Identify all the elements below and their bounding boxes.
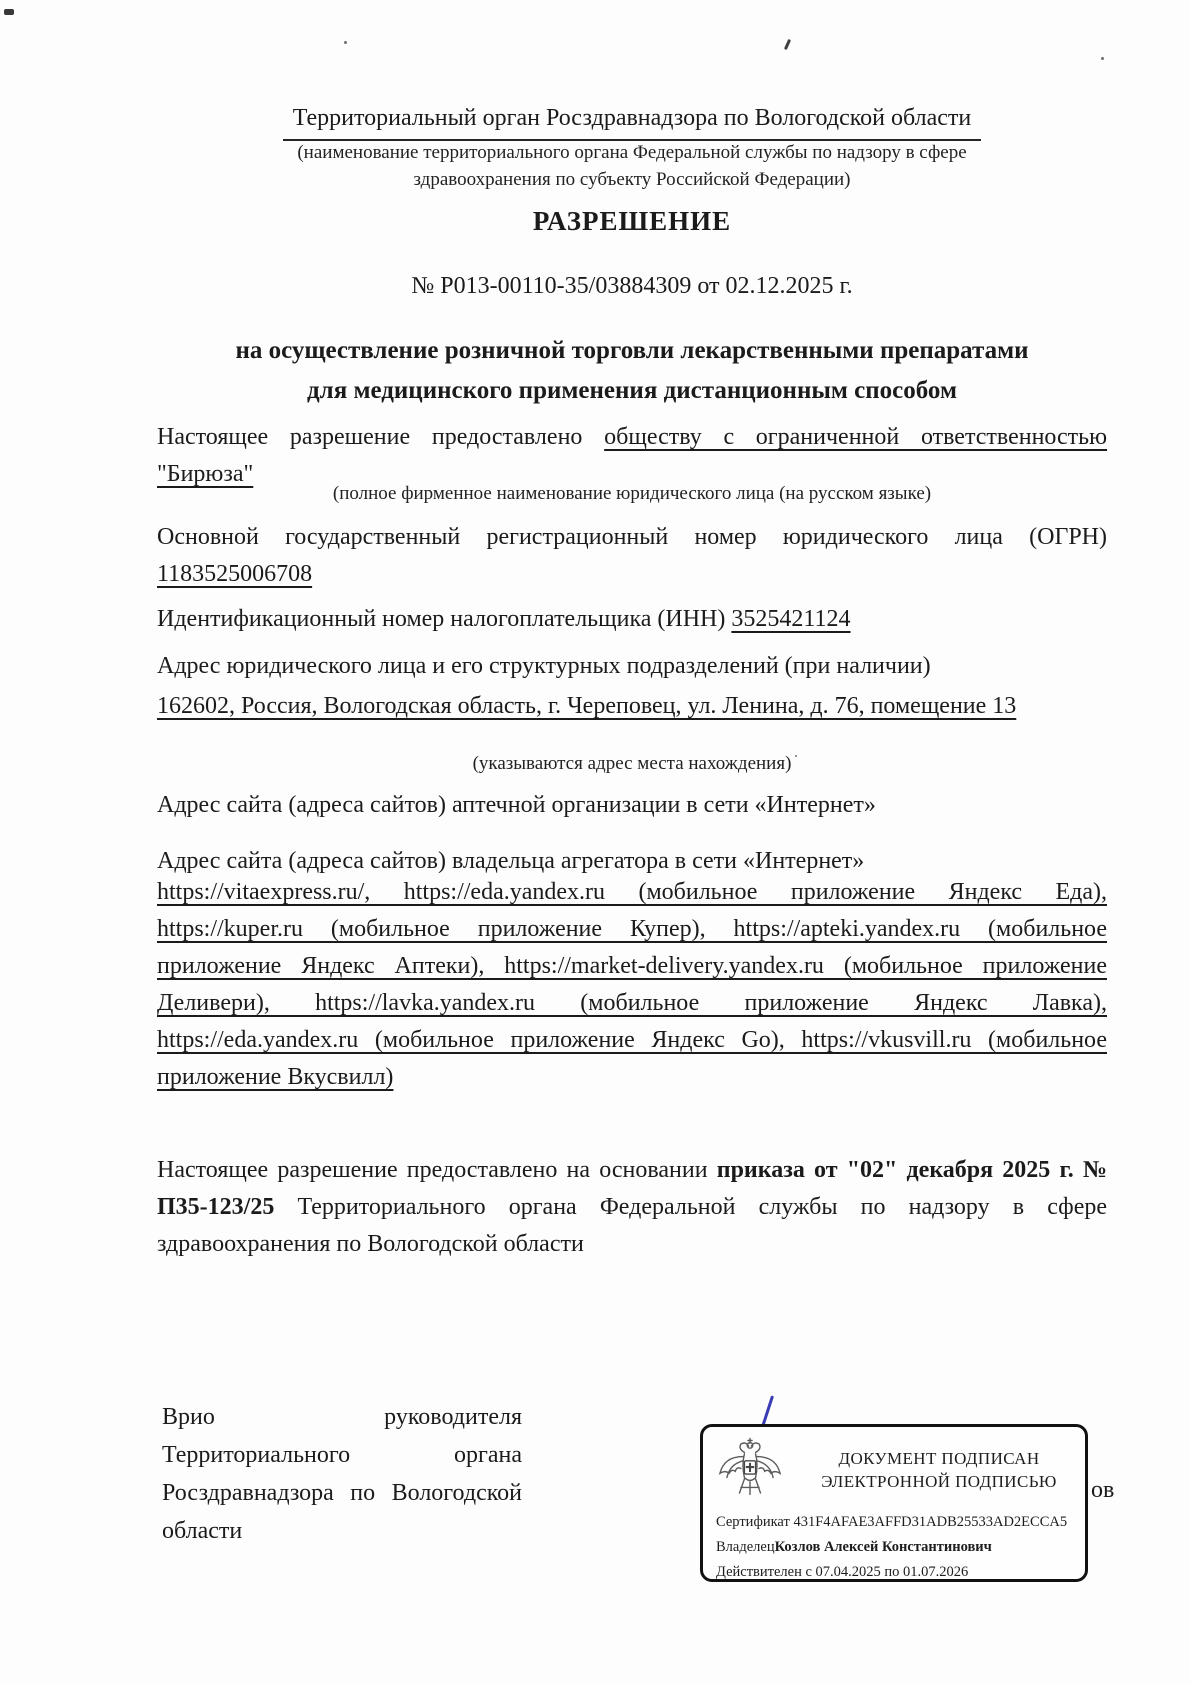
- inn-line: [157, 601, 1107, 638]
- stamp-certificate-line: [716, 1510, 1081, 1535]
- ogrn-line: [157, 519, 1107, 593]
- address-label: Адрес юридического лица и его структурных подразделений (при наличии): [157, 653, 931, 679]
- document-type-heading: РАЗРЕШЕНИЕ: [532, 206, 732, 236]
- pharmacy-site-label: Адрес сайта (адреса сайтов) аптечной организации в сети «Интернет»: [157, 792, 876, 818]
- electronic-signature-stamp: [700, 1424, 1088, 1582]
- issuing-authority-caption-line2: здравоохранения по субъекту Российской Федерации): [413, 169, 851, 190]
- stamp-owner-line: [716, 1535, 1081, 1560]
- basis-order-number: приказа от "02" декабря 2025 г. № П35-123/25: [157, 1157, 1107, 1220]
- stamp-validity-line: Действителен с 07.04.2025 по 01.07.2026: [716, 1564, 969, 1580]
- scan-speck: [784, 39, 791, 50]
- document-subject: [157, 331, 1107, 411]
- stamp-title: [799, 1447, 1079, 1493]
- inn-value: 3525421124: [731, 606, 851, 632]
- scan-speck: [344, 41, 347, 44]
- issuing-authority-title: [157, 100, 1107, 141]
- aggregator-sites-list: https://vitaexpress.ru/, https://eda.yandex.ru (мобильное приложение Яндекс Еда), https://kuper.ru (мобильное приложение Купер), https://apteki.yandex.ru (мобильное приложение Яндекс Аптеки), https://market-delivery.yandex.ru (мобильное приложение Деливери), https://lavka.yandex.ru (мобильное приложение Яндекс Лавка), https://eda.yandex.ru (мобильное приложение Яндекс Go), https://vkusvill.ru (мобильное приложение Вкусвилл): [157, 879, 1107, 1090]
- document-number: № Р013-00110-35/03884309 от 02.12.2025 г.: [411, 273, 853, 299]
- certificate-label: Сертификат: [716, 1514, 790, 1530]
- signatory-title: Врио руководителя Территориального органа Росздравнадзора по Вологодской области: [162, 1404, 522, 1544]
- signatory-name-fragment: ов: [1091, 1477, 1115, 1503]
- basis-paragraph: [157, 1152, 1107, 1263]
- inn-label: Идентификационный номер налогоплательщика (ИНН): [157, 606, 726, 632]
- grantee-name: обществу с ограниченной ответственностью "Бирюза": [157, 424, 1108, 487]
- document-subject-line1: на осуществление розничной торговли лекарственными препаратами: [235, 337, 1029, 364]
- scan-speck: [4, 9, 14, 15]
- certificate-value: 431F4AFAE3AFFD31ADB25533AD2ECCA5: [793, 1514, 1068, 1530]
- owner-label: Владелец: [716, 1539, 775, 1555]
- granted-prefix: Настоящее разрешение предоставлено: [157, 424, 583, 450]
- stamp-title-line1: ДОКУМЕНТ ПОДПИСАН: [838, 1449, 1040, 1468]
- ogrn-label: Основной государственный регистрационный номер юридического лица (ОГРН): [157, 524, 1107, 550]
- aggregator-site-label: Адрес сайта (адреса сайтов) владельца агрегатора в сети «Интернет»: [157, 848, 865, 874]
- issuing-authority-name: Территориальный орган Росздравнадзора по Вологодской области: [283, 100, 981, 141]
- stamp-title-line2: ЭЛЕКТРОННОЙ ПОДПИСЬЮ: [821, 1472, 1057, 1491]
- address-caption: (указываются адрес места нахождения): [472, 753, 792, 774]
- address-value: 162602, Россия, Вологодская область, г. Череповец, ул. Ленина, д. 76, помещение 13: [157, 693, 1017, 719]
- ink-signature-stroke: [761, 1395, 774, 1427]
- basis-prefix: Настоящее разрешение предоставлено на основании: [157, 1157, 708, 1183]
- document-subject-line2: для медицинского применения дистанционным способом: [307, 377, 957, 404]
- scan-speck: [1101, 57, 1104, 60]
- address-value-line: [157, 688, 1107, 725]
- issuing-authority-caption: [157, 139, 1107, 193]
- aggregator-sites-block: [157, 874, 1107, 1096]
- owner-name: Козлов Алексей Константинович: [774, 1539, 992, 1555]
- stamp-details: [716, 1510, 1081, 1585]
- grantee-caption: (полное фирменное наименование юридического лица (на русском языке): [332, 483, 932, 504]
- basis-suffix: Территориального органа Федеральной службы по надзору в сфере здравоохранения по Вологодской области: [157, 1194, 1107, 1257]
- issuing-authority-caption-line1: (наименование территориального органа Федеральной службы по надзору в сфере: [297, 142, 967, 163]
- ogrn-value: 1183525006708: [157, 561, 313, 587]
- roszdravnadzor-emblem-icon: [715, 1435, 785, 1509]
